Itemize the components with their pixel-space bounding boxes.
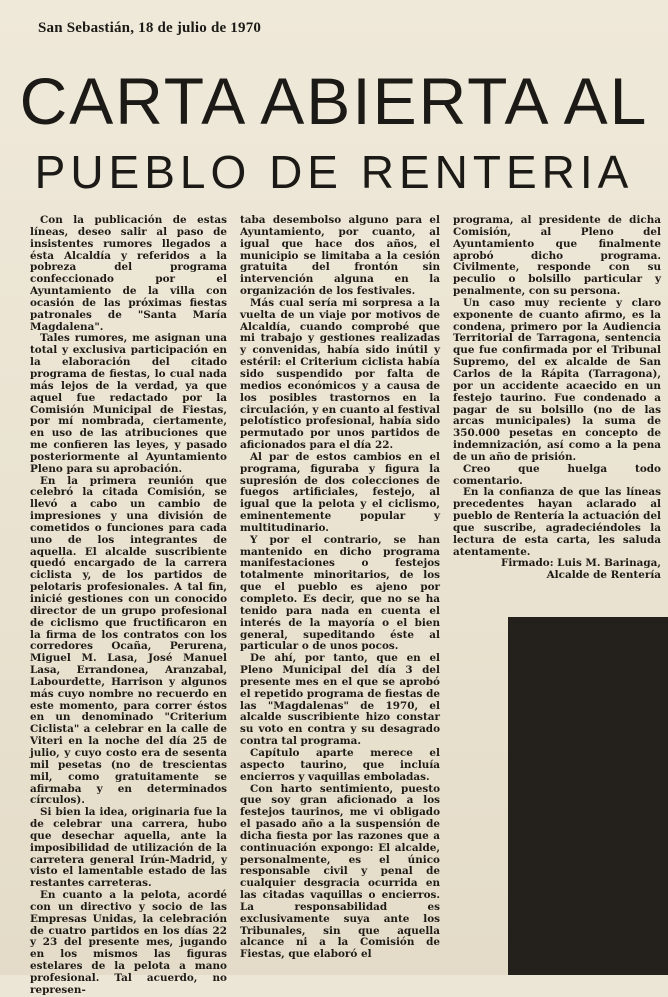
article-column-2: [240, 215, 440, 975]
paragraph: De ahí, por tanto, que en el Pleno Municipal del día 3 del presente mes en el que se aprobó el repetido programa de fiestas de las "Magdalenas" de 1970, el alcalde suscribiente hizo constar su voto en contra y su desagrado contra tal programa.: [240, 652, 440, 748]
paragraph: programa, al presidente de dicha Comisión, al Pleno del Ayuntamiento que finalmente aprobó dicho programa. Civilmente, responde con su peculio o bolsillo particular y penalmente, con su persona.: [453, 214, 661, 298]
paragraph: En la primera reunión que celebró la citada Comisión, se llevó a cabo un cambio de impresiones y una división de cometidos o funciones para cada uno de los integrantes de aquella. El alcalde suscribiente quedó encargado de la carrera ciclista y, de los partidos de pelotaris profesionales. A tal fin, inicié gestiones con un conocido director de un grupo profesional de ciclismo que fructificaron en la firma de los contratos con los corredores Ocaña, Perurena, Miguel M. Lasa, José Manuel Lasa, Errandonea, Aranzabal, Labourdette, Harrison y algunos más cuyo nombre no recuerdo en este momento, para correr éstos en un denominado "Criterium Ciclista" a celebrar en la calle de Viteri en la noche del día 25 de julio, y cuyo costo era de sesenta mil pesetas (no de trescientas mil, como gratuitamente se afirmaba y en determinados círculos).: [30, 474, 227, 807]
dateline: San Sebastián, 18 de julio de 1970: [38, 20, 262, 36]
subheadline: PUEBLO DE RENTERIA: [34, 146, 634, 198]
paragraph: Más cual sería mi sorpresa a la vuelta de un viaje por motivos de Alcaldía, cuando comprobé que mi trabajo y gestiones realizadas y convenidas, había sido inútil y estéril: el Criterium ciclista había sido suspendido por falta de medios económicos y a causa de los posibles trastornos en la circulación, y en cuanto al festival pelotístico profesional, había sido permutado por unos partidos de aficionados para el día 22.: [240, 296, 440, 452]
paragraph: En cuanto a la pelota, acordé con un directivo y socio de las Empresas Unidas, la celebración de cuatro partidos en los días 22 y 23 del presente mes, jugando en los mismos las figuras estelares de la pelota a mano profesional. Tal acuerdo, no represen-: [30, 889, 227, 996]
paragraph: Y por el contrario, se han mantenido en dicho programa manifestaciones o festejos totalmente minoritarios, de los que el pueblo es ajeno por completo. Es decir, que no se ha tenido para nada en cuenta el interés de la mayoría o el bien general, supeditando éste al particular o de unos pocos.: [240, 533, 440, 653]
headline: CARTA ABIERTA AL: [19, 64, 649, 138]
paragraph: En la confianza de que las líneas precedentes hayan aclarado al pueblo de Rentería la actuación del que suscribe, agradeciéndoles la lectura de esta carta, les saluda atentamente.: [453, 486, 661, 558]
article-column-1: [30, 214, 227, 996]
signature-line: Firmado: Luis M. Barinaga,: [500, 557, 661, 570]
signature-title: Alcalde de Rentería: [546, 569, 661, 582]
paragraph: taba desembolso alguno para el Ayuntamiento, por cuanto, al igual que hace dos años, el municipio se limitaba a la cesión gratuita del frontón sin intervención alguna en la organización de los festivales.: [240, 214, 440, 298]
paragraph: Tales rumores, me asignan una total y exclusiva participación en la elaboración del citado programa de fiestas, lo cual nada más lejos de la verdad, ya que aquel fue redactado por la Comisión Municipal de Fiestas, por mí nombrada, ciertamente, en uso de las atribuciones que me confieren las leyes, y pasado posteriormente al Ayuntamiento Pleno para su aprobación.: [30, 332, 227, 475]
paragraph: Si bien la idea, originaria fue la de celebrar una carrera, hubo que desechar aquella, ante la imposibilidad de utilización de la carretera general Irún-Madrid, y visto el lamentable estado de las restantes carreteras.: [30, 806, 227, 890]
paragraph: Con la publicación de estas líneas, deseo salir al paso de insistentes rumores llegados a ésta Alcaldía y referidos a la pobreza del programa confeccionado por el Ayuntamiento de la villa con ocasión de las próximas fiestas patronales de "Santa María Magdalena".: [30, 214, 227, 333]
paragraph: Al par de estos cambios en el programa, figuraba y figura la supresión de dos colecciones de fuegos artificiales, festejo, al igual que la pelota y el ciclismo, eminentemente popular y multitudinario.: [240, 450, 440, 534]
paragraph: Creo que huelga todo comentario.: [453, 462, 661, 487]
paragraph: Capítulo aparte merece el aspecto taurino, que incluía encierros y vaquillas emboladas.: [240, 746, 440, 783]
photo-dark-corner: [508, 617, 668, 975]
article-column-3: [453, 214, 661, 582]
paragraph: Un caso muy reciente y claro exponente de cuanto afirmo, es la condena, primero por la Audiencia Territorial de Tarragona, sentencia que fue confirmada por el Tribunal Supremo, del ex alcalde de San Carlos de la Rápita (Tarragona), por un accidente acaecido en un festejo taurino. Fue condenado a pagar de su bolsillo (no de las arcas municipales) la suma de 350.000 pesetas en concepto de indemnización, así como a la pena de un año de prisión.: [453, 296, 661, 463]
paragraph: Con harto sentimiento, puesto que soy gran aficionado a los festejos taurinos, me vi obligado el pasado año a la suspensión de dicha fiesta por las razones que a continuación expongo: El alcalde, personalmente, es el único responsable civil y penal de cualquier desgracia ocurrida en las citadas vaquillas o encierros. La responsabilidad es exclusivamente suya ante los Tribunales, sin que aquella alcance ni a la Comisión de Fiestas, que elaboró el: [240, 782, 440, 961]
